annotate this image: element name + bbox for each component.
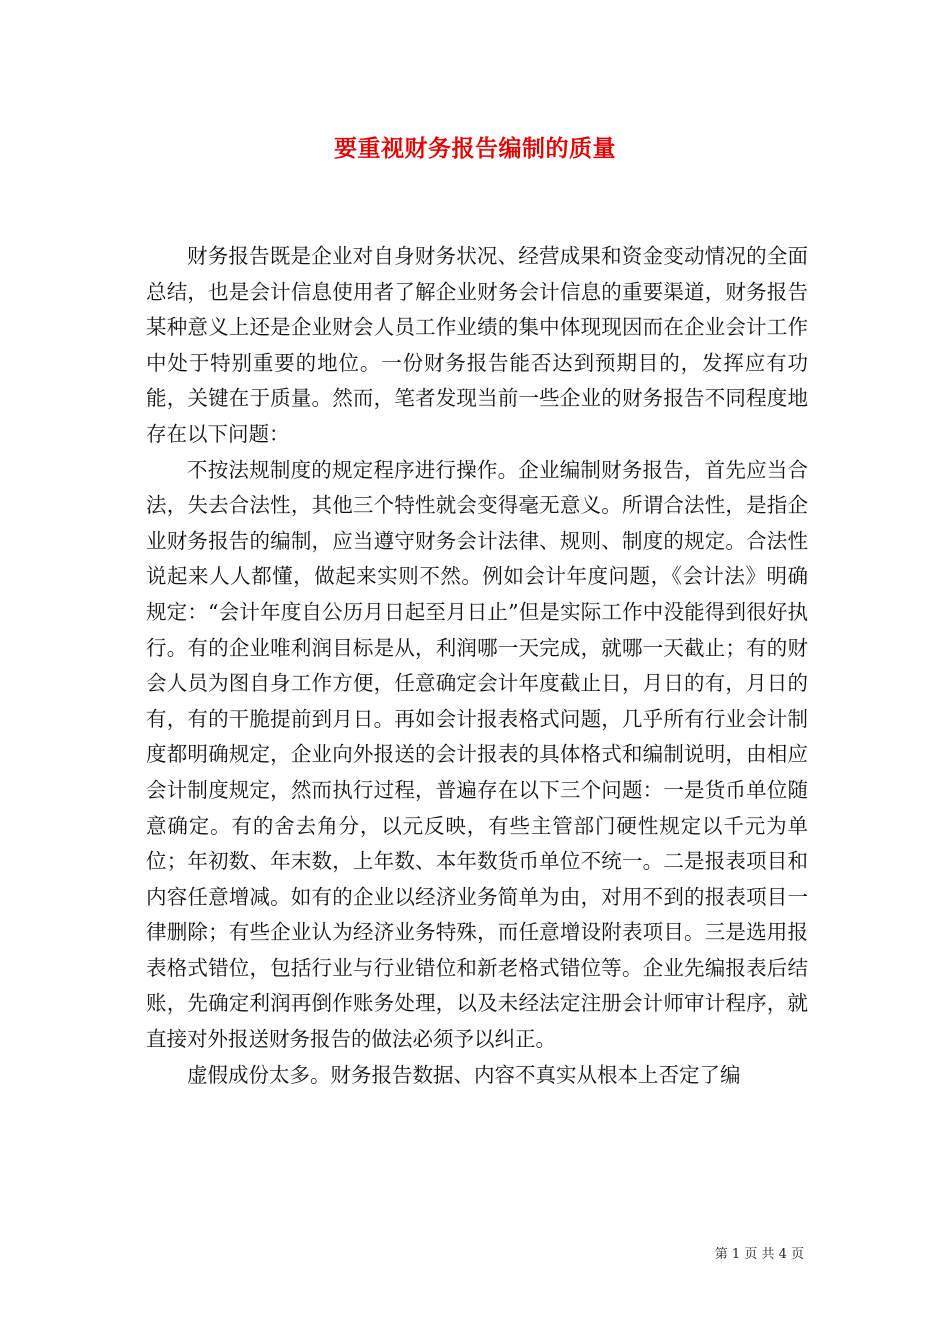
paragraph-1: 财务报告既是企业对自身财务状况、经营成果和资金变动情况的全面总结，也是会计信息使用者了解企业财务会计信息的重要渠道，财务报告某种意义上还是企业财会人员工作业绩的集中体现现因而在企业会计工作中处于特别重要的地位。一份财务报告能否达到预期目的，发挥应有功能，关键在于质量。然而，笔者发现当前一些企业的财务报告不同程度地存在以下问题： (146, 244, 808, 446)
paragraph-2: 不按法规制度的规定程序进行操作。企业编制财务报告，首先应当合法，失去合法性，其他三个特性就会变得毫无意义。所谓合法性，是指企业财务报告的编制，应当遵守财务会计法律、规则、制度的规定。合法性说起来人人都懂，做起来实则不然。例如会计年度问题，《会计法》明确规定：“会计年度自公历月日起至月日止”但是实际工作中没能得到很好执行。有的企业唯利润目标是从，利润哪一天完成，就哪一天截止；有的财会人员为图自身工作方便，任意确定会计年度截止日，月日的有，月日的有，有的干脆提前到月日。再如会计报表格式问题，几乎所有行业会计制度都明确规定，企业向外报送的会计报表的具体格式和编制说明，由相应会计制度规定，然而执行过程，普遍存在以下三个问题：一是货币单位随意确定。有的舍去角分，以元反映，有些主管部门硬性规定以千元为单位；年初数、年末数，上年数、本年数货币单位不统一。二是报表项目和内容任意增减。如有的企业以经济业务简单为由，对用不到的报表项目一律删除；有些企业认为经济业务特殊，而任意增设附表项目。三是选用报表格式错位，包括行业与行业错位和新老格式错位等。企业先编报表后结账，先确定利润再倒作账务处理，以及未经法定注册会计师审计程序，就直接对外报送财务报告的做法必须予以纠正。 (146, 457, 808, 1052)
page-footer: 第 1 页 共 4 页 (714, 1247, 804, 1262)
paragraph-3: 虚假成份太多。财务报告数据、内容不真实从根本上否定了编 (187, 1062, 741, 1087)
document-title: 要重视财务报告编制的质量 (334, 135, 616, 162)
document-body (146, 239, 808, 1093)
